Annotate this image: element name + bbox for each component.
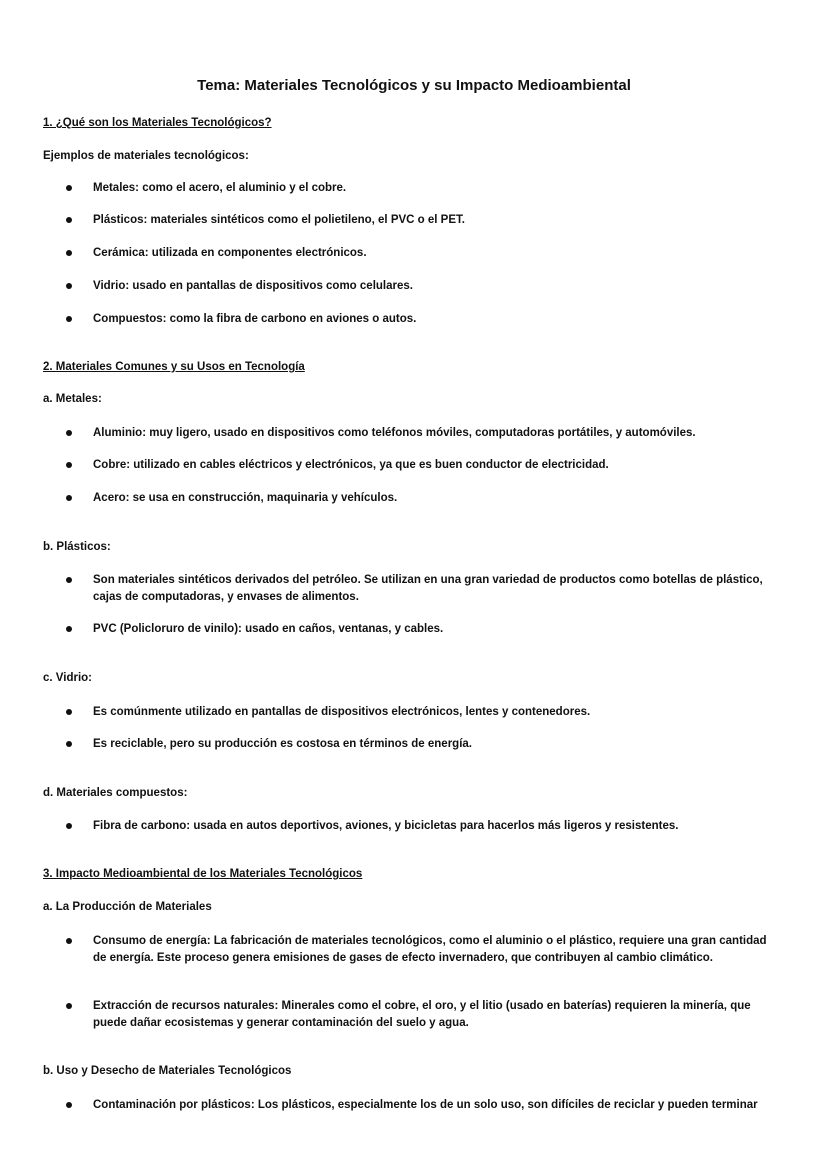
section-2-heading: 2. Materiales Comunes y su Usos en Tecnología [43, 361, 305, 373]
document-title: Tema: Materiales Tecnológicos y su Impacto Medioambiental [197, 77, 631, 94]
bullet-icon [66, 577, 72, 583]
subsection-produccion: a. La Producción de Materiales [43, 901, 212, 913]
section-3-heading: 3. Impacto Medioambiental de los Materiales Tecnológicos [43, 868, 363, 880]
subsection-uso-desecho: b. Uso y Desecho de Materiales Tecnológicos [43, 1065, 292, 1077]
subsection-metales: a. Metales: [43, 393, 102, 405]
bullet-icon [66, 462, 72, 468]
bullet-icon [66, 283, 72, 289]
bullet-icon [66, 430, 72, 436]
bullet-icon [66, 1102, 72, 1108]
subsection-plasticos: b. Plásticos: [43, 541, 111, 553]
bullet-icon [66, 185, 72, 191]
subsection-vidrio: c. Vidrio: [43, 672, 92, 684]
bullet-icon [66, 709, 72, 715]
bullet-icon [66, 823, 72, 829]
subsection-compuestos: d. Materiales compuestos: [43, 787, 188, 799]
bullet-icon [66, 217, 72, 223]
document-page: Tema: Materiales Tecnológicos y su Impacto Medioambiental 1. ¿Qué son los Materiales Tecnológicos? Ejemplos de materiales tecnológicos: Metales: como el acero, el aluminio y el cobre. Plásticos: materiales sintéticos como el polietileno, el PVC o el PET. Cerámica: utilizada en componentes electrónicos. Vidrio: usado en pantallas de dispositivos como celulares. Compuestos: como la fibra de carbono en aviones o autos. 2. Materiales Comunes y su Usos en Tecnología a. Metales: Aluminio: muy ligero, usado en dispositivos como teléfonos móviles, computadoras portátiles, y automóviles. Cobre: utilizado en cables eléctricos y electrónicos, ya que es buen conductor de electricidad. Acero: se usa en construcción, maquinaria y vehículos. b. Plásticos: Son materiales sintéticos derivados del petróleo. Se utilizan en una gran variedad de productos como botellas de plástico, cajas de computadoras, y envases de alimentos. PVC (Policloruro de vinilo): usado en caños, ventanas, y cables. c. Vidrio: Es comúnmente utilizado en pantallas de dispositivos electrónicos, lentes y contenedores. Es reciclable, pero su producción es costosa en términos de energía. d. Materiales compuestos: Fibra de carbono: usada en autos deportivos, aviones, y bicicletas para hacerlos más ligeros y resistentes. 3. Impacto Medioambiental de los Materiales Tecnológicos a. La Producción de Materiales Consumo de energía: La fabricación de materiales tecnológicos, como el aluminio o el plástico, requiere una gran cantidad de energía. Este proceso genera emisiones de gases de efecto invernadero, que contribuyen al cambio climático. Extracción de recursos naturales: Minerales como el cobre, el oro, y el litio (usado en baterías) requieren la minería, que puede dañar ecosistemas y generar contaminación del suelo y agua. b. Uso y Desecho de Materiales Tecnológicos Contaminación por plásticos: Los plásticos, especialmente los de un solo uso, son difíciles de reciclar y pueden terminar [0, 0, 828, 1171]
bullet-icon [66, 626, 72, 632]
bullet-icon [66, 250, 72, 256]
bullet-icon [66, 741, 72, 747]
bullet-icon [66, 495, 72, 501]
bullet-icon [66, 938, 72, 944]
section-1-subheading: Ejemplos de materiales tecnológicos: [43, 150, 249, 162]
bullet-icon [66, 1003, 72, 1009]
section-1-heading: 1. ¿Qué son los Materiales Tecnológicos? [43, 117, 272, 129]
bullet-icon [66, 316, 72, 322]
